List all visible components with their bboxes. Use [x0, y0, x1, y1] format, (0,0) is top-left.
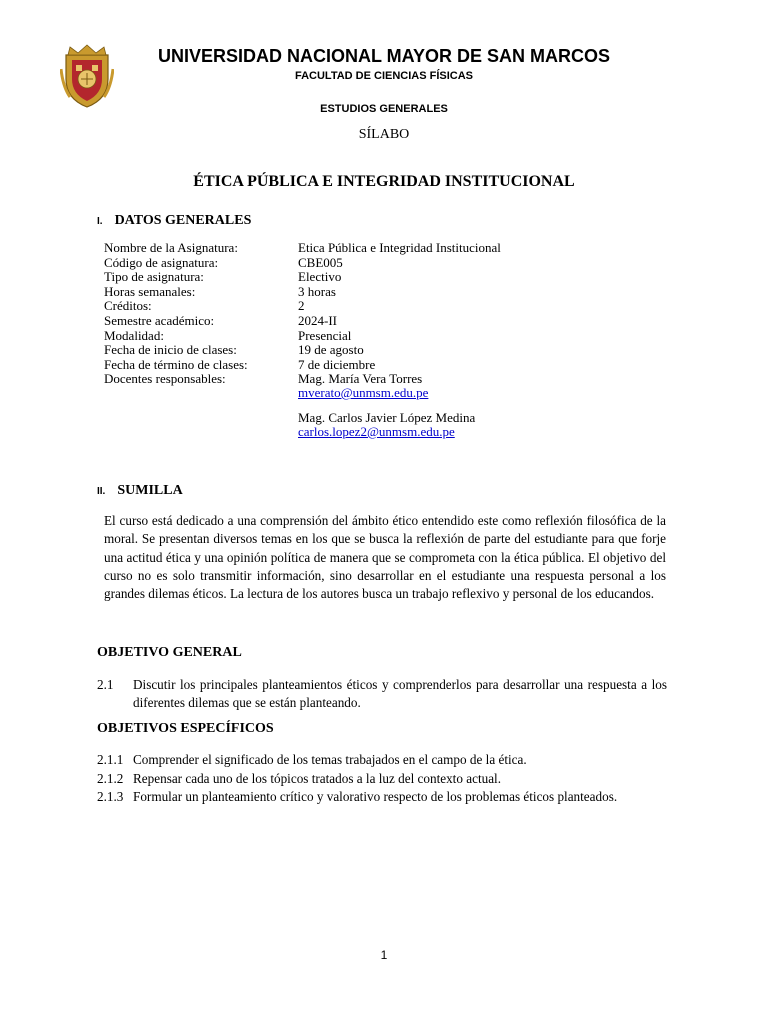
faculty-name: FACULTAD DE CIENCIAS FÍSICAS — [294, 70, 474, 82]
general-objective-heading: OBJETIVO GENERAL — [97, 645, 242, 660]
objective-text: Repensar cada uno de los tópicos tratados a la luz del contexto actual. — [133, 770, 502, 786]
field-label: Horas semanales: — [104, 283, 196, 299]
document-type: SÍLABO — [358, 127, 410, 142]
university-name: UNIVERSIDAD NACIONAL MAYOR DE SAN MARCOS — [157, 46, 611, 66]
objective-text: Formular un planteamiento crítico y valorativo respecto de los problemas éticos planteados. — [133, 789, 618, 804]
teacher-email-link[interactable]: mverato@unmsm.edu.pe — [298, 385, 429, 400]
teacher-email-link[interactable]: carlos.lopez2@unmsm.edu.pe — [298, 424, 455, 439]
section-heading-datos-generales — [97, 211, 251, 229]
section-heading-sumilla — [97, 481, 183, 499]
objective-number: 2.1 — [97, 677, 114, 692]
field-label: Fecha de inicio de clases: — [104, 342, 237, 358]
field-value: 7 de diciembre — [298, 356, 376, 372]
course-title: ÉTICA PÚBLICA E INTEGRIDAD INSTITUCIONAL — [193, 173, 575, 190]
field-label: Código de asignatura: — [104, 254, 219, 270]
field-label: Tipo de asignatura: — [104, 269, 204, 285]
specific-objectives-heading: OBJETIVOS ESPECÍFICOS — [97, 721, 274, 736]
teacher-name: Mag. María Vera Torres — [298, 371, 423, 387]
objective-number: 2.1.3 — [97, 789, 124, 804]
field-label: Fecha de término de clases: — [104, 356, 248, 372]
objective-number: 2.1.2 — [97, 770, 124, 786]
section-title: DATOS GENERALES — [114, 213, 252, 228]
field-value: 3 horas — [298, 283, 336, 299]
field-label: Docentes responsables: — [104, 371, 226, 387]
section-number: I. — [97, 216, 103, 227]
section-title: SUMILLA — [117, 483, 183, 498]
teacher-name: Mag. Carlos Javier López Medina — [298, 410, 476, 425]
summary-paragraph: El curso está dedicado a una comprensión del ámbito ético entendido este como reflexión filosófica de la moral. Se presentan diversos temas en los que se busca la reflexión de parte del estudiante para que forje una actitud ética y una opinión política de manera que se comprometa con la ética pública. El objetivo del curso no es solo transmitir información, sino desarrollar en el estudiante una respuesta personal a los grandes dilemas éticos. La lectura de los autores busca un trabajo reflexivo y personal de los educandos. — [104, 513, 666, 602]
field-value: CBE005 — [298, 254, 343, 270]
field-label: Créditos: — [104, 298, 152, 314]
field-label: Nombre de la Asignatura: — [104, 240, 238, 255]
program-name: ESTUDIOS GENERALES — [320, 103, 448, 115]
objective-number: 2.1.1 — [97, 752, 124, 767]
field-value: 2 — [298, 298, 305, 314]
section-number: II. — [97, 486, 106, 497]
field-value: Etica Pública e Integridad Institucional — [298, 240, 501, 255]
objective-text: Discutir los principales planteamientos éticos y comprenderlos para desarrollar una respuesta a los diferentes dilemas que se están planteando. — [133, 677, 667, 711]
field-label: Modalidad: — [104, 327, 164, 343]
field-label: Semestre académico: — [104, 313, 215, 328]
field-value: 2024-II — [298, 313, 337, 328]
objective-text: Comprender el significado de los temas trabajados en el campo de la ética. — [133, 752, 527, 767]
page-number: 1 — [380, 948, 388, 962]
field-value: Electivo — [298, 269, 342, 285]
field-value: 19 de agosto — [298, 342, 364, 358]
field-value: Presencial — [298, 327, 352, 343]
